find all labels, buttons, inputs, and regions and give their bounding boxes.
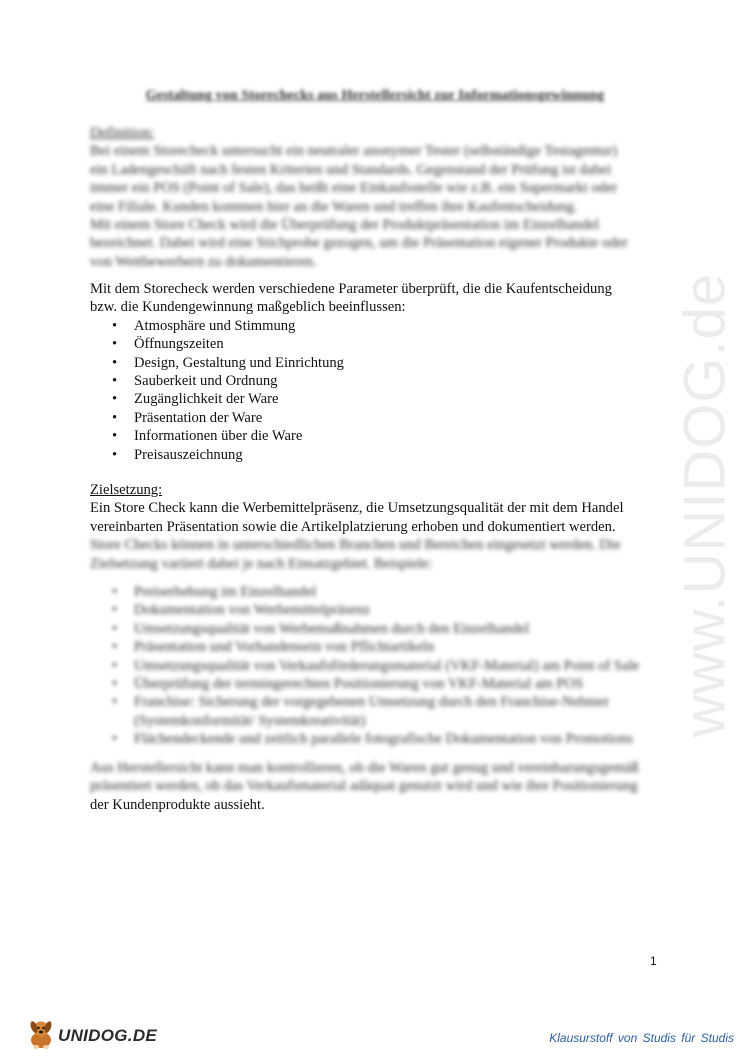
definition-line: von Wettbewerbern zu dokumentieren. bbox=[90, 253, 317, 270]
definition-heading: Definition: bbox=[90, 125, 155, 141]
definition-section bbox=[90, 124, 665, 271]
document-title: Gestaltung von Storechecks aus Herstellersicht zur Informationsgewinnung bbox=[145, 88, 605, 103]
list-item: • Design, Gestaltung und Einrichtung bbox=[90, 354, 665, 372]
list-item: • Franchise: Sicherung der vorgegebenen Umsetzung durch den Franchise-Nehmer bbox=[90, 693, 665, 711]
list-item-continuation: (Systemkonformität/ Systemkreativität) bbox=[134, 712, 366, 729]
list-item: • Öffnungszeiten bbox=[90, 335, 665, 353]
list-item: • Dokumentation von Werbemittelpräsenz bbox=[90, 601, 665, 619]
footer-tagline: Klausurstoff von Studis für Studis bbox=[549, 1031, 734, 1045]
closing-last-line: der Kundenprodukte aussieht. bbox=[90, 796, 265, 813]
parameters-intro-line: Mit dem Storecheck werden verschiedene Parameter überprüft, die die Kaufentscheidung bbox=[90, 281, 612, 297]
closing-blurred-line: präsentiert werden, ob das Verkaufsmaterial adäquat genutzt wird und wie ihre Positionierung bbox=[90, 778, 638, 795]
list-item: • Präsentation und Vorhandensein von Pflichtartikeln bbox=[90, 638, 665, 656]
page-number: 1 bbox=[650, 954, 657, 968]
unidog-logo[interactable] bbox=[26, 1018, 157, 1050]
goal-section bbox=[90, 481, 665, 573]
list-item: • Atmosphäre und Stimmung bbox=[90, 317, 665, 335]
parameters-list bbox=[90, 317, 665, 464]
goal-blurred-line: Zielsetzung variiert dabei je nach Einsatzgebiet. Beispiele: bbox=[90, 555, 433, 572]
list-item: • Umsetzungsqualität von Verkaufsförderungsmaterial (VKF-Material) am Point of Sale bbox=[90, 657, 665, 675]
list-item: • Sauberkeit und Ordnung bbox=[90, 372, 665, 390]
goal-line: vereinbarten Präsentation sowie die Artikelplatzierung erhoben und dokumentiert werden. bbox=[90, 518, 616, 535]
definition-line: immer ein POS (Point of Sale), das heißt eine Einkaufsstelle wie z.B. ein Supermarkt oder bbox=[90, 180, 618, 197]
list-item: • Überprüfung der termingerechten Positionierung von VKF-Material am POS bbox=[90, 675, 665, 693]
list-item: • Umsetzungsqualität von Werbemaßnahmen durch den Einzelhandel bbox=[90, 620, 665, 638]
parameters-section bbox=[90, 280, 665, 464]
dog-icon bbox=[26, 1018, 56, 1050]
goal-blurred-line: Store Checks können in unterschiedlichen Branchen und Bereichen eingesetzt werden. Die bbox=[90, 537, 621, 554]
definition-line: bezeichnet. Dabei wird eine Stichprobe gezogen, um die Präsentation eigener Produkte oder bbox=[90, 235, 628, 252]
list-item: • Flächendeckende und zeitlich parallele fotografische Dokumentation von Promotions bbox=[90, 730, 665, 748]
goal-heading: Zielsetzung: bbox=[90, 482, 163, 498]
list-item: • Preisauszeichnung bbox=[90, 446, 665, 464]
definition-line: eine Filiale. Kunden kommen hier an die Waren und treffen ihre Kaufentscheidung. bbox=[90, 198, 578, 215]
list-item: • Preiserhebung im Einzelhandel bbox=[90, 583, 665, 601]
closing-blurred-line: Aus Herstellersicht kann man kontrollieren, ob die Waren gut genug und vereinbarungsgemäß bbox=[90, 760, 639, 776]
goal-line: Ein Store Check kann die Werbemittelpräsenz, die Umsetzungsqualität der mit dem Handel bbox=[90, 500, 624, 517]
list-item: • Präsentation der Ware bbox=[90, 409, 665, 427]
definition-line: Bei einem Storecheck untersucht ein neutraler anonymer Tester (selbständige Testagentur) bbox=[90, 143, 618, 160]
definition-line: Mit einem Store Check wird die Überprüfung der Produktpräsentation im Einzelhandel bbox=[90, 217, 600, 234]
examples-list bbox=[90, 583, 665, 749]
closing-section bbox=[90, 759, 665, 814]
examples-section bbox=[90, 583, 665, 749]
list-item: • Zugänglichkeit der Ware bbox=[90, 390, 665, 408]
parameters-intro-line: bzw. die Kundengewinnung maßgeblich beeinflussen: bbox=[90, 299, 406, 316]
watermark-text: www.UNIDOG.de bbox=[672, 272, 738, 738]
list-item: • Informationen über die Ware bbox=[90, 427, 665, 445]
definition-line: ein Ladengeschäft nach festen Kriterien und Standards. Gegenstand der Prüfung ist dabei bbox=[90, 161, 612, 178]
logo-text: UNIDOG.DE bbox=[58, 1026, 158, 1045]
